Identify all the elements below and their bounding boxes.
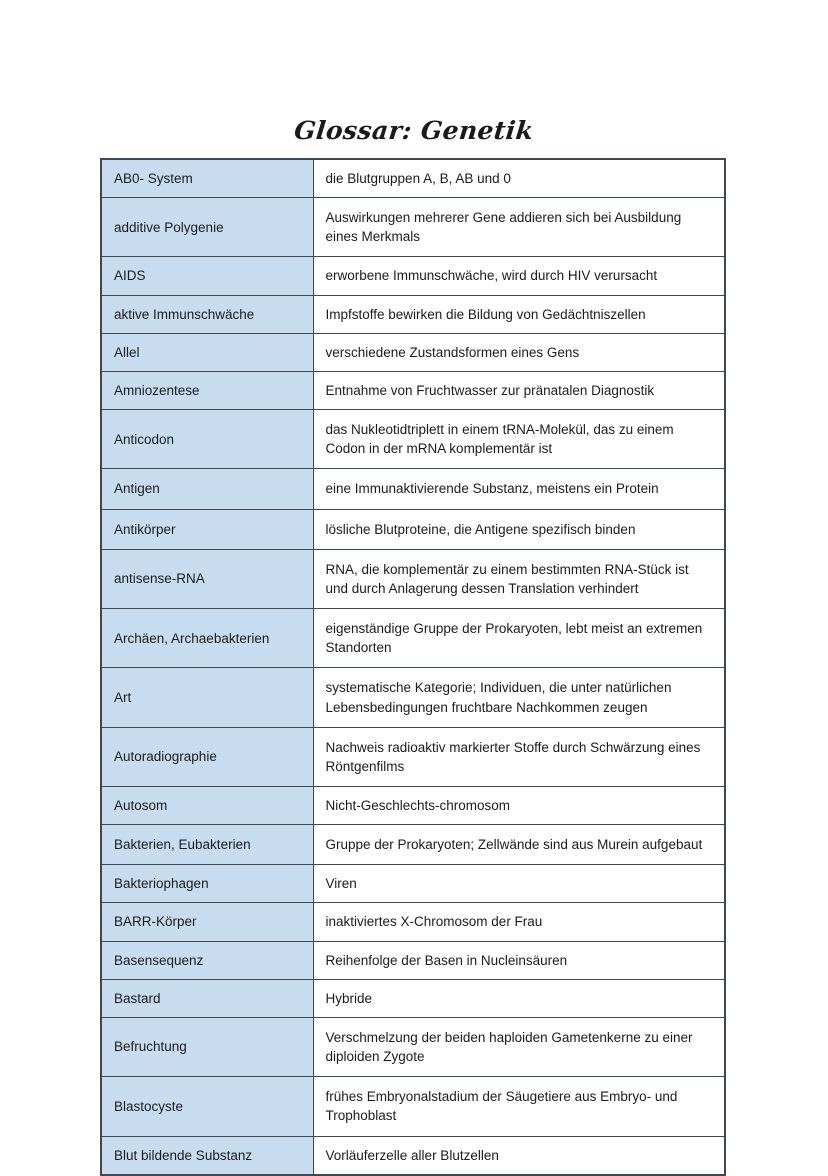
glossary-term: Anticodon	[101, 410, 313, 469]
table-row	[101, 903, 725, 941]
glossary-definition: verschiedene Zustandsformen eines Gens	[313, 333, 725, 371]
glossary-term: Amniozentese	[101, 371, 313, 409]
glossary-term: antisense-RNA	[101, 549, 313, 608]
glossary-definition: Auswirkungen mehrerer Gene addieren sich bei Ausbildung eines Merkmals	[313, 198, 725, 257]
table-row	[101, 825, 725, 865]
table-row	[101, 786, 725, 824]
table-row	[101, 549, 725, 608]
table-row	[101, 668, 725, 727]
table-row	[101, 257, 725, 295]
glossary-definition: erworbene Immunschwäche, wird durch HIV verursacht	[313, 257, 725, 295]
glossary-definition: Viren	[313, 865, 725, 903]
table-row	[101, 509, 725, 549]
table-row	[101, 410, 725, 469]
glossary-term: Basensequenz	[101, 941, 313, 979]
table-row	[101, 198, 725, 257]
glossary-term: Blut bildende Substanz	[101, 1136, 313, 1175]
glossary-term: aktive Immunschwäche	[101, 295, 313, 333]
glossary-term: Blastocyste	[101, 1077, 313, 1136]
glossary-definition: eigenständige Gruppe der Prokaryoten, lebt meist an extremen Standorten	[313, 609, 725, 668]
table-row	[101, 865, 725, 903]
glossary-definition: RNA, die komplementär zu einem bestimmten RNA-Stück ist und durch Anlagerung dessen Translation verhindert	[313, 549, 725, 608]
table-row	[101, 941, 725, 979]
glossary-term: Archäen, Archaebakterien	[101, 609, 313, 668]
table-row	[101, 469, 725, 509]
glossary-definition: inaktiviertes X-Chromosom der Frau	[313, 903, 725, 941]
table-row	[101, 295, 725, 333]
glossary-definition: Vorläuferzelle aller Blutzellen	[313, 1136, 725, 1175]
glossary-term: Bastard	[101, 979, 313, 1017]
glossary-definition: eine Immunaktivierende Substanz, meistens ein Protein	[313, 469, 725, 509]
table-row	[101, 609, 725, 668]
glossary-definition: das Nukleotidtriplett in einem tRNA-Molekül, das zu einem Codon in der mRNA komplementär ist	[313, 410, 725, 469]
glossary-definition: systematische Kategorie; Individuen, die unter natürlichen Lebensbedingungen fruchtbare Nachkommen zeugen	[313, 668, 725, 727]
glossary-term: AIDS	[101, 257, 313, 295]
table-row	[101, 333, 725, 371]
table-row	[101, 727, 725, 786]
glossary-definition: Reihenfolge der Basen in Nucleinsäuren	[313, 941, 725, 979]
glossary-definition: lösliche Blutproteine, die Antigene spezifisch binden	[313, 509, 725, 549]
glossary-term: Bakterien, Eubakterien	[101, 825, 313, 865]
glossary-table-body	[101, 159, 725, 1175]
glossary-term: AB0- System	[101, 159, 313, 198]
glossary-definition: Impfstoffe bewirken die Bildung von Gedächtniszellen	[313, 295, 725, 333]
glossary-term: Art	[101, 668, 313, 727]
glossary-term: Befruchtung	[101, 1017, 313, 1076]
glossary-definition: Nicht-Geschlechts-chromosom	[313, 786, 725, 824]
table-row	[101, 371, 725, 409]
glossary-definition: Verschmelzung der beiden haploiden Gametenkerne zu einer diploiden Zygote	[313, 1017, 725, 1076]
glossary-term: Antigen	[101, 469, 313, 509]
table-row	[101, 979, 725, 1017]
glossary-definition: Gruppe der Prokaryoten; Zellwände sind aus Murein aufgebaut	[313, 825, 725, 865]
table-row	[101, 1017, 725, 1076]
glossary-table	[100, 158, 726, 1176]
glossary-term: Autoradiographie	[101, 727, 313, 786]
glossary-term: Bakteriophagen	[101, 865, 313, 903]
table-row	[101, 159, 725, 198]
glossary-definition: die Blutgruppen A, B, AB und 0	[313, 159, 725, 198]
glossary-term: Antikörper	[101, 509, 313, 549]
glossary-term: additive Polygenie	[101, 198, 313, 257]
glossary-term: Autosom	[101, 786, 313, 824]
glossary-definition: Entnahme von Fruchtwasser zur pränatalen Diagnostik	[313, 371, 725, 409]
glossary-definition: frühes Embryonalstadium der Säugetiere aus Embryo- und Trophoblast	[313, 1077, 725, 1136]
glossary-term: BARR-Körper	[101, 903, 313, 941]
page-title: Glossar: Genetik	[292, 115, 536, 145]
glossary-definition: Nachweis radioaktiv markierter Stoffe durch Schwärzung eines Röntgenfilms	[313, 727, 725, 786]
glossary-term: Allel	[101, 333, 313, 371]
glossary-definition: Hybride	[313, 979, 725, 1017]
table-row	[101, 1077, 725, 1136]
